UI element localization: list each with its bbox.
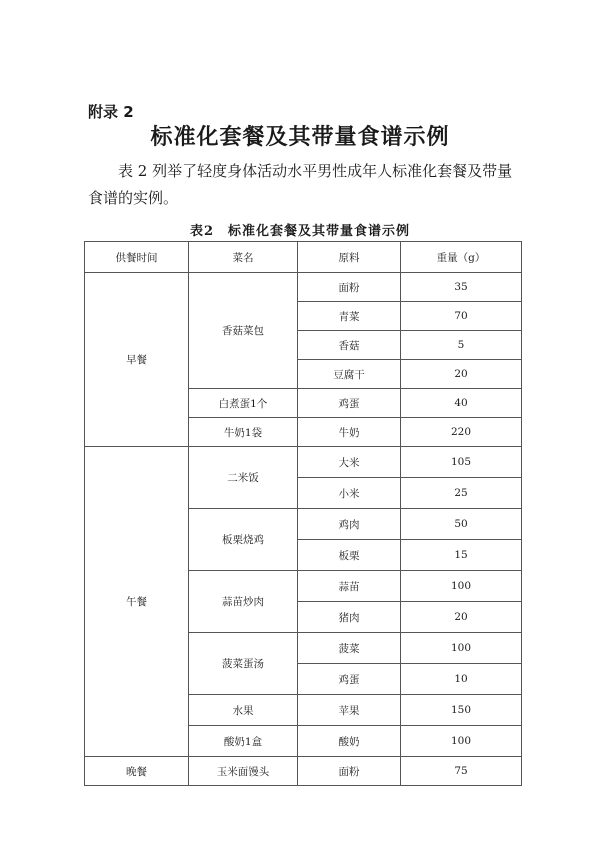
dish-name-cell: 酸奶1盒 [189, 726, 298, 757]
dish-name-cell: 牛奶1袋 [189, 418, 298, 447]
dish-name-cell: 板栗烧鸡 [189, 509, 298, 571]
weight-cell: 40 [401, 389, 522, 418]
ingredient-cell: 菠菜 [298, 633, 401, 664]
header-meal-time: 供餐时间 [85, 242, 189, 273]
table-row [85, 757, 522, 786]
weight-cell: 10 [401, 664, 522, 695]
weight-cell: 20 [401, 602, 522, 633]
ingredient-cell: 鸡蛋 [298, 389, 401, 418]
weight-cell: 220 [401, 418, 522, 447]
weight-cell: 5 [401, 331, 522, 360]
dish-name-cell: 香菇菜包 [189, 273, 298, 389]
ingredient-cell: 面粉 [298, 757, 401, 786]
header-dish-name: 菜名 [189, 242, 298, 273]
weight-cell: 20 [401, 360, 522, 389]
meal-time-cell: 晚餐 [85, 757, 189, 786]
ingredient-cell: 酸奶 [298, 726, 401, 757]
ingredient-cell: 香菇 [298, 331, 401, 360]
ingredient-cell: 蒜苗 [298, 571, 401, 602]
page-title: 标准化套餐及其带量食谱示例 [150, 124, 450, 150]
ingredient-cell: 大米 [298, 447, 401, 478]
header-weight: 重量（g） [401, 242, 522, 273]
ingredient-cell: 鸡肉 [298, 509, 401, 540]
ingredient-cell: 牛奶 [298, 418, 401, 447]
ingredient-cell: 板栗 [298, 540, 401, 571]
appendix-label: 附录 2 [88, 103, 134, 121]
table-header-row [85, 242, 522, 273]
ingredient-cell: 面粉 [298, 273, 401, 302]
weight-cell: 150 [401, 695, 522, 726]
ingredient-cell: 苹果 [298, 695, 401, 726]
ingredient-cell: 豆腐干 [298, 360, 401, 389]
weight-cell: 105 [401, 447, 522, 478]
weight-cell: 70 [401, 302, 522, 331]
weight-cell: 100 [401, 633, 522, 664]
dish-name-cell: 玉米面馒头 [189, 757, 298, 786]
weight-cell: 35 [401, 273, 522, 302]
header-ingredient: 原料 [298, 242, 401, 273]
ingredient-cell: 青菜 [298, 302, 401, 331]
ingredient-cell: 鸡蛋 [298, 664, 401, 695]
dish-name-cell: 白煮蛋1个 [189, 389, 298, 418]
weight-cell: 100 [401, 726, 522, 757]
weight-cell: 25 [401, 478, 522, 509]
ingredient-cell: 小米 [298, 478, 401, 509]
table-row [85, 273, 522, 302]
menu-table [84, 241, 522, 786]
intro-paragraph: 表 2 列举了轻度身体活动水平男性成年人标准化套餐及带量食谱的实例。 [88, 162, 513, 207]
dish-name-cell: 菠菜蛋汤 [189, 633, 298, 695]
dish-name-cell: 水果 [189, 695, 298, 726]
table-caption: 表2 标准化套餐及其带量食谱示例 [189, 224, 411, 239]
weight-cell: 15 [401, 540, 522, 571]
weight-cell: 50 [401, 509, 522, 540]
table-row [85, 447, 522, 478]
ingredient-cell: 猪肉 [298, 602, 401, 633]
dish-name-cell: 蒜苗炒肉 [189, 571, 298, 633]
dish-name-cell: 二米饭 [189, 447, 298, 509]
meal-time-cell: 早餐 [85, 273, 189, 447]
weight-cell: 100 [401, 571, 522, 602]
meal-time-cell: 午餐 [85, 447, 189, 757]
weight-cell: 75 [401, 757, 522, 786]
